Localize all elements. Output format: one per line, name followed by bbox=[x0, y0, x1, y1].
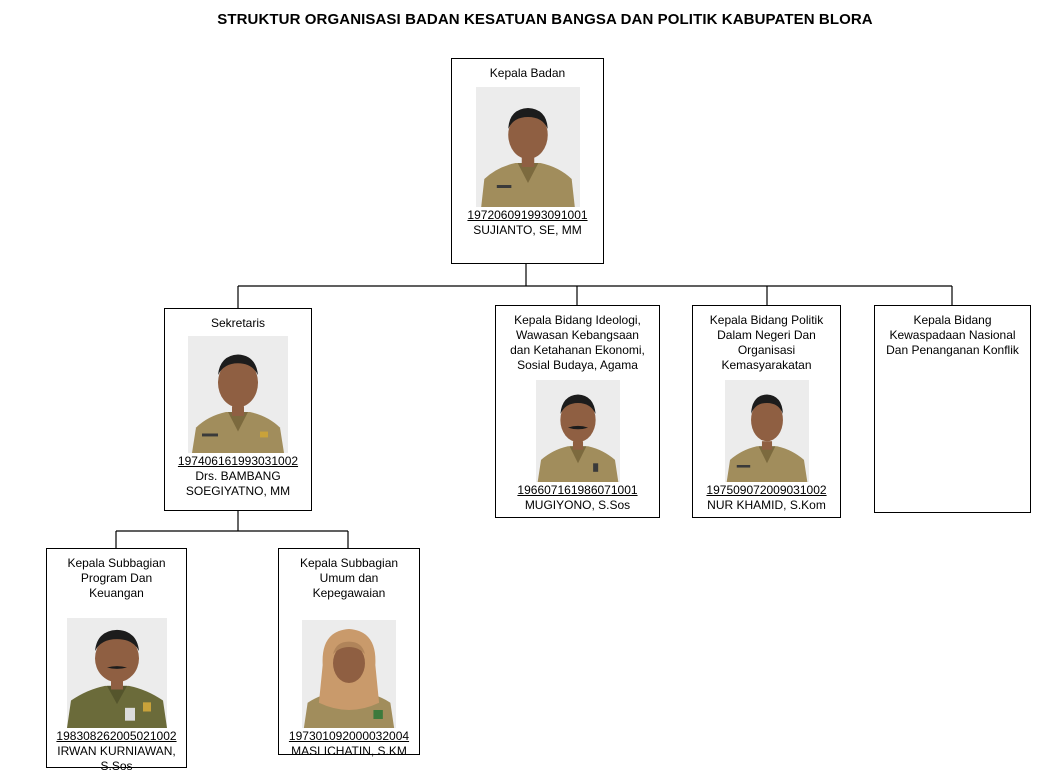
node-role: Kepala Subbagian Umum dan Kepegawaian bbox=[299, 556, 399, 600]
portrait-photo-umum bbox=[302, 620, 396, 728]
node-nip: 198308262005021002 bbox=[56, 729, 177, 743]
node-nip: 197509072009031002 bbox=[706, 483, 827, 497]
node-nip: 197206091993091001 bbox=[467, 208, 588, 222]
portrait-photo-sekretaris bbox=[188, 336, 288, 453]
node-role: Kepala Bidang Kewaspadaan Nasional Dan Penanganan Konflik bbox=[886, 313, 1019, 357]
chart-title: STRUKTUR ORGANISASI BADAN KESATUAN BANGSA DAN POLITIK KABUPATEN BLORA bbox=[217, 11, 873, 28]
portrait-photo-politik bbox=[725, 380, 809, 482]
node-name: IRWAN KURNIAWAN, S.Sos bbox=[57, 744, 176, 773]
node-name: MUGIYONO, S.Sos bbox=[524, 498, 631, 512]
node-subbagian-program bbox=[46, 548, 187, 773]
node-role: Sekretaris bbox=[210, 316, 266, 330]
portrait-photo-kepala bbox=[476, 87, 580, 207]
portrait-photo-program bbox=[67, 618, 167, 728]
node-name: MASLICHATIN, S.KM bbox=[291, 744, 407, 758]
node-nip: 197301092000032004 bbox=[288, 729, 410, 743]
node-nip: 197406161993031002 bbox=[177, 454, 299, 468]
node-subbagian-umum bbox=[278, 548, 420, 758]
node-bidang-kewaspadaan bbox=[874, 305, 1031, 513]
node-role: Kepala Bidang Politik Dalam Negeri Dan Organisasi Kemasyarakatan bbox=[709, 313, 824, 372]
node-kepala-badan bbox=[451, 58, 604, 264]
node-role: Kepala Bidang Ideologi, Wawasan Kebangsaan dan Ketahanan Ekonomi, Sosial Budaya, Agama bbox=[510, 313, 645, 372]
node-role: Kepala Subbagian Program Dan Keuangan bbox=[67, 556, 166, 600]
node-role: Kepala Badan bbox=[489, 66, 566, 80]
node-name: SUJIANTO, SE, MM bbox=[473, 223, 582, 237]
node-name: Drs. BAMBANG SOEGIYATNO, MM bbox=[185, 469, 291, 498]
node-nip: 196607161986071001 bbox=[517, 483, 638, 497]
node-bidang-ideologi bbox=[495, 305, 660, 518]
node-name: NUR KHAMID, S.Kom bbox=[707, 498, 826, 512]
node-bidang-politik bbox=[692, 305, 841, 518]
portrait-photo-ideologi bbox=[536, 380, 620, 482]
node-sekretaris bbox=[164, 308, 312, 511]
